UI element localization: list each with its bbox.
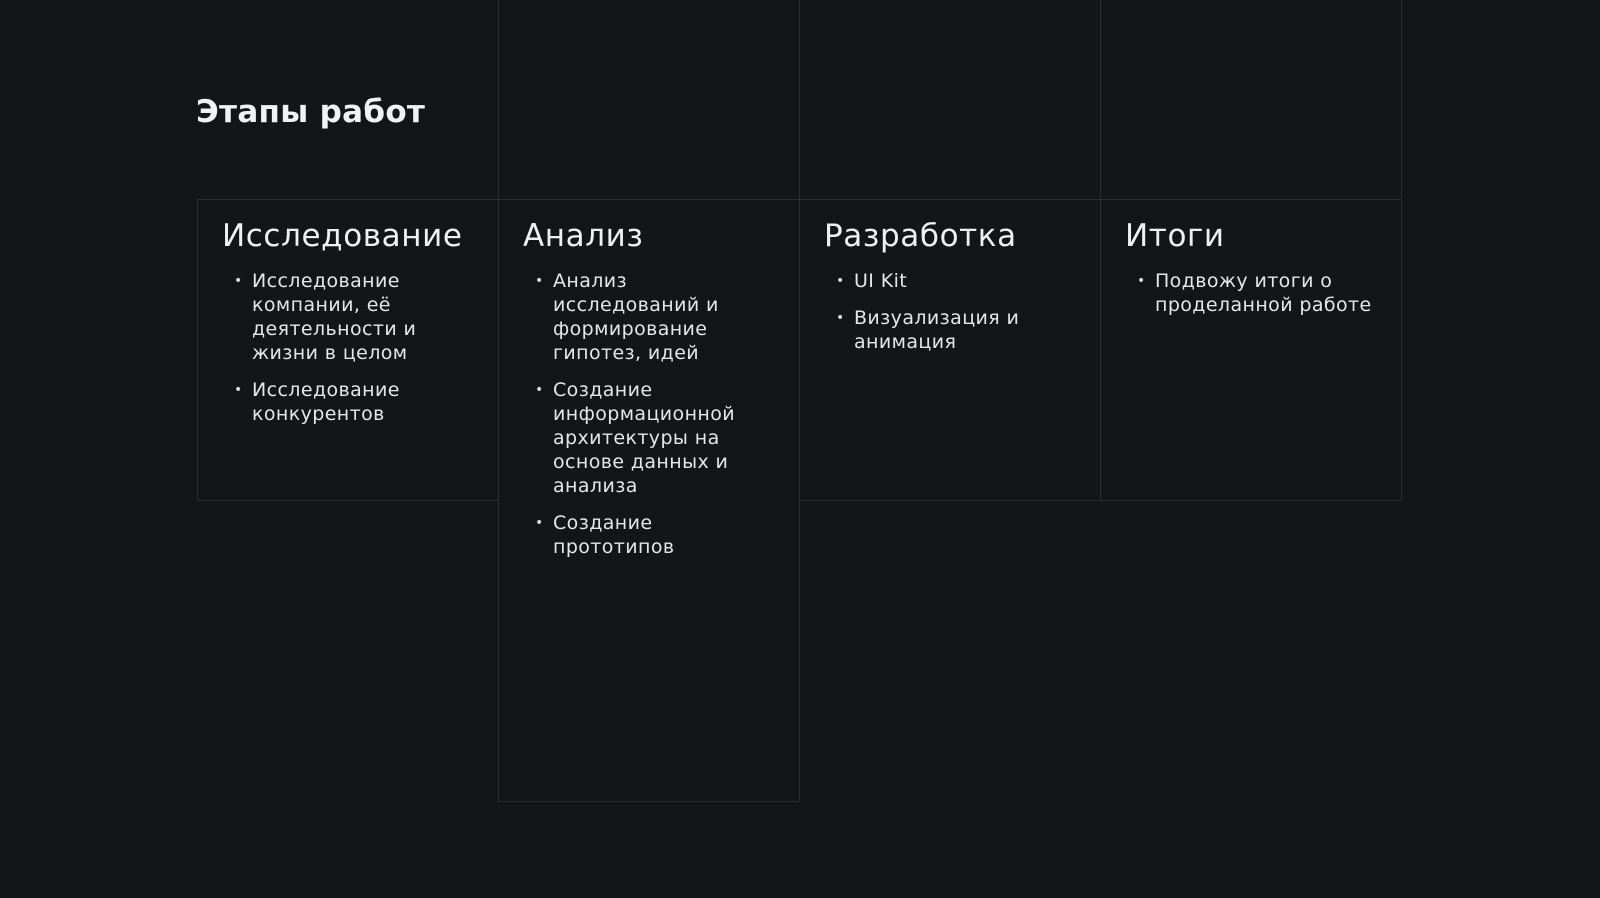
stage-item-text: Исследование конкурентов [252, 379, 400, 425]
stage-item-text: Создание информационной архитектуры на основе данных и анализа [553, 379, 735, 497]
bullet-icon: • [234, 273, 243, 289]
bullet-icon: • [1137, 273, 1146, 289]
stage-item-list [824, 269, 1078, 354]
stage-item-list [523, 269, 777, 559]
stage-card-research [197, 199, 499, 501]
stage-title: Исследование [222, 218, 463, 254]
stage-item-list [1125, 269, 1379, 317]
stage-card-analysis [498, 199, 800, 802]
stage-title: Итоги [1125, 218, 1225, 254]
stage-item [1125, 269, 1379, 317]
stage-item-text: Подвожу итоги о проделанной работе [1155, 270, 1372, 316]
stage-card-development [799, 199, 1101, 501]
stage-card-results [1100, 199, 1402, 501]
stage-title: Анализ [523, 218, 644, 254]
page-title: Этапы работ [196, 94, 426, 130]
stage-title: Разработка [824, 218, 1017, 254]
stage-item-list [222, 269, 476, 426]
stage-item [523, 269, 777, 365]
bullet-icon: • [836, 273, 845, 289]
stage-item-text: Исследование компании, её деятельности и жизни в целом [252, 270, 417, 364]
guide-line [1100, 0, 1101, 200]
stage-item-text: Анализ исследований и формирование гипотез, идей [553, 270, 719, 364]
stage-item [222, 378, 476, 426]
stage-item [523, 378, 777, 498]
stage-item [222, 269, 476, 365]
bullet-icon: • [535, 273, 544, 289]
stage-item-text: Создание прототипов [553, 512, 675, 558]
guide-line [498, 0, 499, 200]
stage-item [523, 511, 777, 559]
bullet-icon: • [535, 515, 544, 531]
bullet-icon: • [535, 382, 544, 398]
stage-item-text: UI Kit [854, 270, 908, 292]
stage-item-text: Визуализация и анимация [854, 307, 1020, 353]
guide-line [799, 0, 800, 200]
bullet-icon: • [836, 310, 845, 326]
bullet-icon: • [234, 382, 243, 398]
stage-item [824, 269, 1078, 293]
guide-line [1401, 0, 1402, 200]
stage-item [824, 306, 1078, 354]
